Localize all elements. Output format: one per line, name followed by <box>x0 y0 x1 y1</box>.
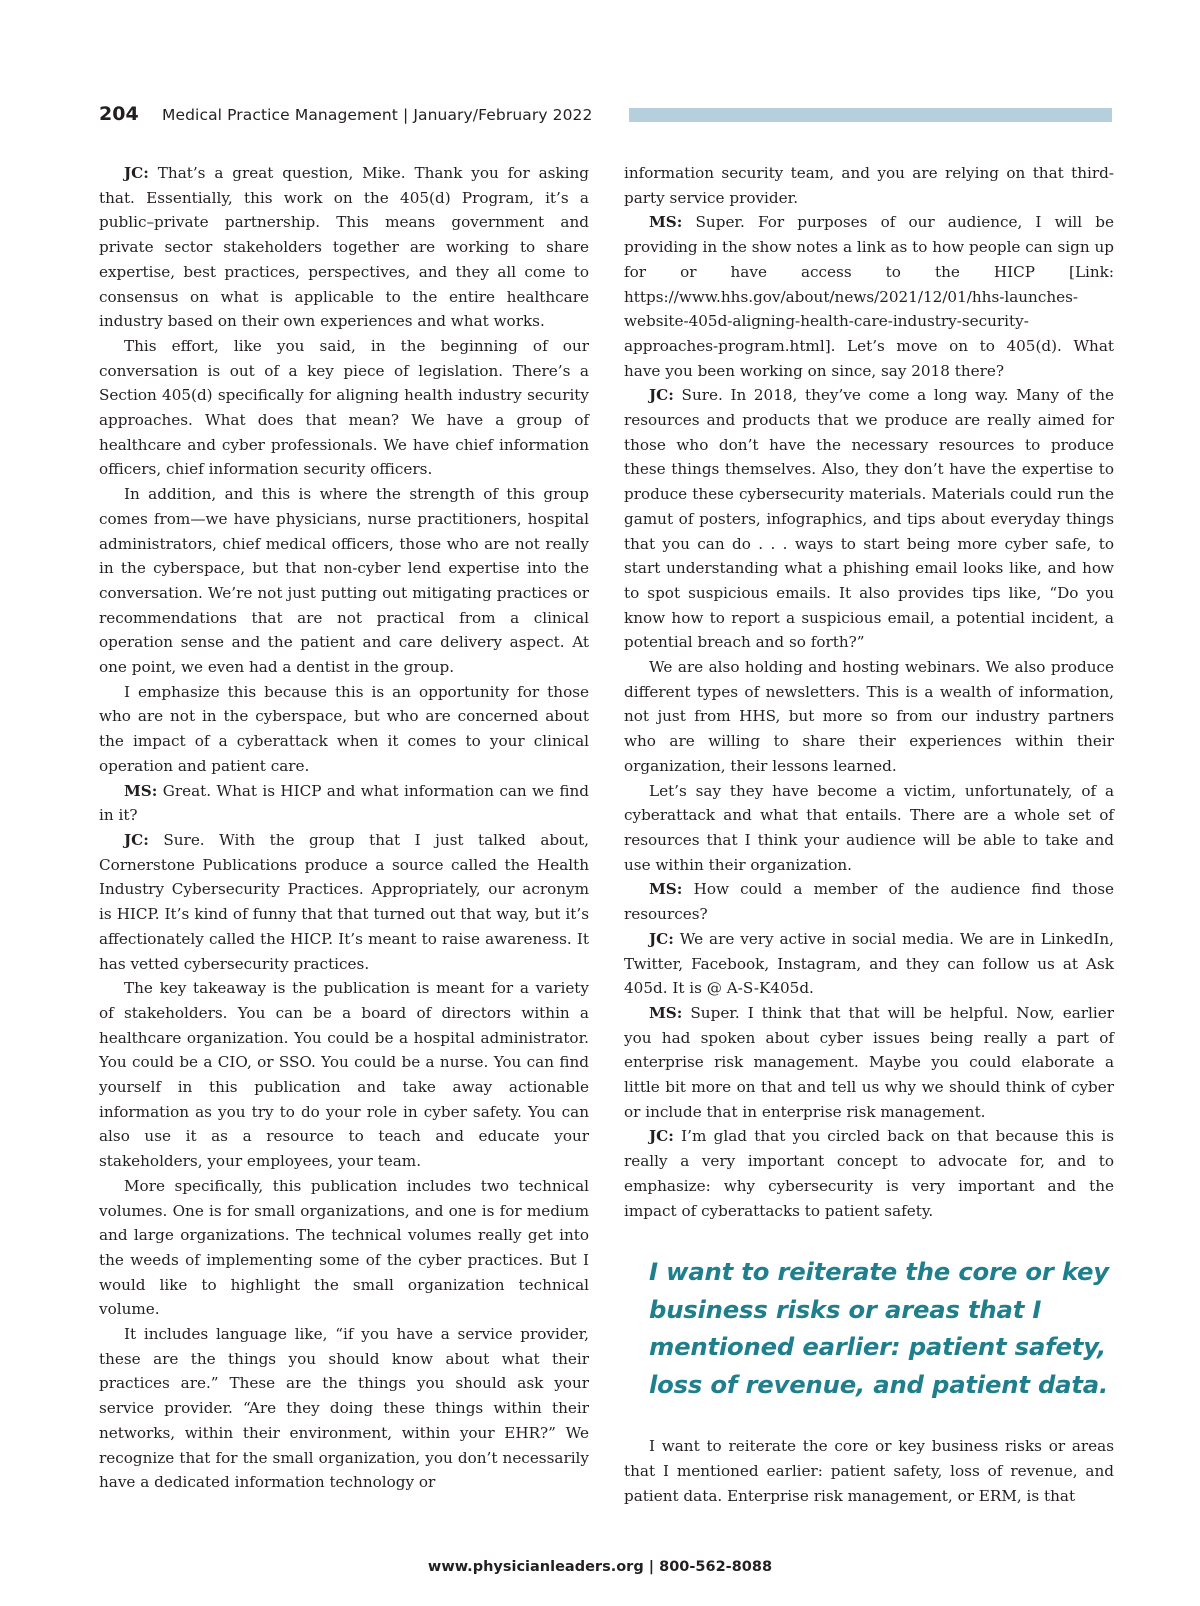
speaker-label: MS: <box>649 880 683 899</box>
paragraph: information security team, and you are relying on that third-party service provider. <box>624 164 1114 207</box>
paragraph: This effort, like you said, in the beginning of our conversation is out of a key piece of legislation. There’s a Section 405(d) specifically for aligning health industry security approaches. What does that mean? We have a group of healthcare and cyber professionals. We have chief information officers, chief information security officers. <box>99 336 589 479</box>
speaker-label: MS: <box>649 1003 683 1022</box>
paragraph: MS: Super. For purposes of our audience, I will be providing in the show notes a link as to how people can sign up for or have access to the HICP [Link: https://www.hhs.gov/about/news/2021/12/01/hhs-launches-website-405d-aligning-health-care-industry-security-approaches-program.html]. Let’s move on to 405(d). What have you been working on since, say 2018 there? <box>624 213 1114 380</box>
header-separator: | <box>402 106 409 124</box>
footer-website: www.physicianleaders.org <box>427 1559 644 1575</box>
paragraph: We are also holding and hosting webinars. We also produce different types of newsletters. This is a wealth of information, not just from HHS, but more so from our industry partners who are willing to share their experiences within their organization, their lessons learned. <box>624 658 1114 775</box>
page-header <box>99 100 1112 128</box>
speaker-label: MS: <box>124 781 158 800</box>
speaker-label: JC: <box>124 830 149 849</box>
speaker-label: JC: <box>649 386 674 405</box>
page-footer <box>0 1559 1200 1575</box>
paragraph: More specifically, this publication includes two technical volumes. One is for small organizations, and one is for medium and large organizations. The technical volumes really get into the weeds of implementing some of the cyber practices. But I would like to highlight the small organization technical volume. <box>99 1176 589 1319</box>
paragraph: MS: Great. What is HICP and what information can we find in it? <box>99 781 589 825</box>
footer-phone: 800-562-8088 <box>659 1559 773 1575</box>
journal-name: Medical Practice Management <box>162 106 398 124</box>
paragraph: JC: I’m glad that you circled back on that because this is really a very important concept to advocate for, and to emphasize: why cybersecurity is very important and the impact of cyberattacks to patient safety. <box>624 1127 1114 1220</box>
paragraph: Let’s say they have become a victim, unfortunately, of a cyberattack and what that entails. There are a whole set of resources that I think your audience will be able to take and use within their organization. <box>624 781 1114 874</box>
paragraph: I want to reiterate the core or key business risks or areas that I mentioned earlier: patient safety, loss of revenue, and patient data. Enterprise risk management, or ERM, is that <box>624 1437 1114 1505</box>
speaker-label: MS: <box>649 213 683 232</box>
paragraph: MS: How could a member of the audience find those resources? <box>624 880 1114 924</box>
paragraph: In addition, and this is where the strength of this group comes from—we have physicians, nurse practitioners, hospital administrators, chief medical officers, those who are not really in the cyberspace, but that non-cyber lend expertise into the conversation. We’re not just putting out mitigating practices or recommendations that are not practical from a clinical operation sense and the patient and care delivery aspect. At one point, we even had a dentist in the group. <box>99 485 589 677</box>
paragraph: JC: That’s a great question, Mike. Thank you for asking that. Essentially, this work on the 405(d) Program, it’s a public–private partnership. This means government and private sector stakeholders together are working to share expertise, best practices, perspectives, and they all come to consensus on what is applicable to the entire healthcare industry based on their own experiences and what works. <box>99 164 589 331</box>
speaker-label: JC: <box>649 1127 674 1146</box>
paragraph: MS: Super. I think that that will be helpful. Now, earlier you had spoken about cyber issues being really a part of enterprise risk management. Maybe you could elaborate a little bit more on that and tell us why we should think of cyber or include that in enterprise risk management. <box>624 1003 1115 1121</box>
paragraph: The key takeaway is the publication is meant for a variety of stakeholders. You can be a board of directors within a healthcare organization. You could be a hospital administrator. You could be a CIO, or SSO. You could be a nurse. You can find yourself in this publication and take away actionable information as you try to do your role in cyber safety. You can also use it as a resource to teach and educate your stakeholders, your employees, your team. <box>99 979 589 1171</box>
issue-date: January/February 2022 <box>413 106 593 124</box>
header-accent-bar <box>629 108 1112 122</box>
paragraph: JC: Sure. In 2018, they’ve come a long way. Many of the resources and products that we produce are really aimed for those who don’t have the necessary resources to produce these things themselves. Also, they don’t have the expertise to produce these cybersecurity materials. Materials could run the gamut of posters, infographics, and tips about everyday things that you can do . . . ways to start being more cyber safe, to start understanding what a phishing email looks like, and how to spot suspicious emails. It also provides tips like, “Do you know how to report a suspicious email, a potential incident, a potential breach and so forth?” <box>624 386 1115 652</box>
paragraph: JC: Sure. With the group that I just talked about, Cornerstone Publications produce a source called the Health Industry Cybersecurity Practices. Appropriately, our acronym is HICP. It’s kind of funny that that turned out that way, but it’s affectionately called the HICP. It’s meant to raise awareness. It has vetted cybersecurity practices. <box>99 830 590 973</box>
page-number: 204 <box>99 103 139 125</box>
paragraph: I emphasize this because this is an opportunity for those who are not in the cyberspace, but who are concerned about the impact of a cyberattack when it comes to your clinical operation and patient care. <box>99 682 589 775</box>
pull-quote: I want to reiterate the core or key business risks or areas that I mentioned earlier: patient safety, loss of revenue, and patient data. <box>649 1257 1109 1399</box>
left-column <box>99 161 589 1495</box>
paragraph: It includes language like, “if you have a service provider, these are the things you should know about what their practices are.” These are the things you should ask your service provider. “Are they doing these things within their networks, within their environment, within your EHR?” We recognize that for the small organization, you don’t necessarily have a dedicated information technology or <box>99 1325 589 1492</box>
running-title <box>162 102 592 128</box>
footer-separator: | <box>648 1559 655 1575</box>
right-column <box>624 161 1114 1508</box>
speaker-label: JC: <box>649 929 674 948</box>
paragraph: JC: We are very active in social media. We are in LinkedIn, Twitter, Facebook, Instagram, and they can follow us at Ask 405d. It is @ A-S-K405d. <box>624 929 1115 998</box>
speaker-label: JC: <box>124 164 149 182</box>
